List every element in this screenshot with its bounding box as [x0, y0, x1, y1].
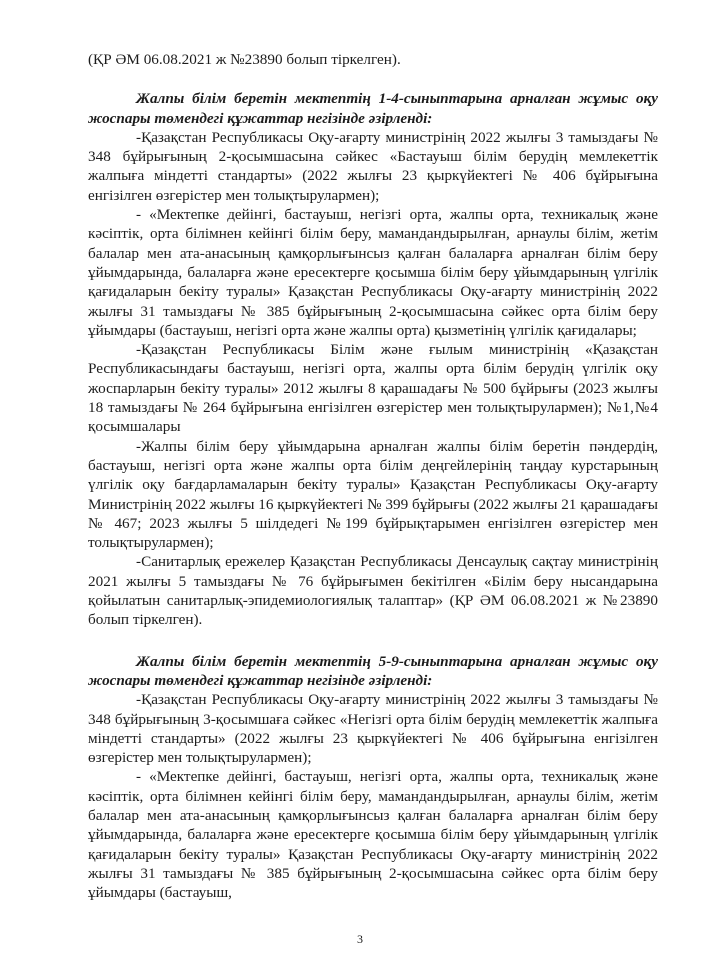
list-bullet: - [136, 553, 142, 571]
item-text: Қазақстан Республикасы Оқу-ағарту министрінің 2022 жылғы 3 тамыздағы № 348 бұйрығының 2-қосымшасына сәйкес «Бастауыш білім берудің мемлекеттік жалпыға міндетті стандарты» (2022 жылғы 23 қыркүйектегі № 406 бұйрығына енгізілген өзгерістер мен толықтырулармен); [88, 128, 658, 204]
list-bullet: - [136, 437, 142, 455]
list-bullet: - [136, 206, 142, 224]
list-bullet: - [136, 128, 142, 146]
section-2-heading: Жалпы білім беретін мектептің 5-9-сыныптарына арналған жұмыс оқу жоспары төмендегі құжаттар негізінде әзірленді: [88, 652, 658, 689]
list-bullet: - [136, 768, 142, 786]
item-text: Қазақстан Республикасы Білім және ғылым министрінің «Қазақстан Республикасындағы бастауыш, негізгі орта, жалпы орта білім берудің үлгілік оқу жоспарларын бекіту туралы» 2012 жылғы 8 қарашадағы № 500 бұйрығы (2023 жылғы 18 тамыздағы № 264 бұйрығына енгізілген өзгерістер мен толықтырулармен); №1,№4 қосымшалары [88, 341, 658, 436]
section-2-item-1 [88, 690, 658, 767]
item-text: «Мектепке дейінгі, бастауыш, негізгі орта, жалпы орта, техникалық және кәсіптік, орта білімнен кейінгі білім беру, мамандандырылған, арнаулы білім, жетім балалар мен ата-анасының қамқорлығынсыз қалған балаларға арналған білім беру ұйымдарында, балаларға және ересектерге қосымша білім беру ұйымдарының үлгілік қағидаларын бекіту туралы» Қазақстан Республикасы Оқу-ағарту министрінің 2022 жылғы 31 тамыздағы № 385 бұйрығының 2-қосымшасына сәйкес орта білім беру ұйымдары (бастауыш, негізгі орта және жалпы орта) қызметінің үлгілік қағидалары; [88, 206, 658, 339]
item-text: Қазақстан Республикасы Оқу-ағарту министрінің 2022 жылғы 3 тамыздағы № 348 бұйрығының 3-қосымшаға сәйкес «Негізгі орта білім берудің мемлекеттік жалпыға міндетті стандарты» (2022 жылғы 23 қыркүйектегі № 406 бұйрығына енгізілген өзгерістер мен толықтырулармен); [88, 691, 658, 767]
section-1-item-2 [88, 205, 658, 340]
item-text: «Мектепке дейінгі, бастауыш, негізгі орта, жалпы орта, техникалық және кәсіптік, орта білімнен кейінгі білім беру, мамандандырылған, арнаулы білім, жетім балалар мен ата-анасының қамқорлығынсыз қалған балаларға арналған білім беру ұйымдарында, балаларға және ересектерге қосымша білім беру ұйымдарының үлгілік қағидаларын бекіту туралы» Қазақстан Республикасы Оқу-ағарту министрінің 2022 жылғы 31 тамыздағы № 385 бұйрығының 2-қосымшасына сәйкес орта білім беру ұйымдары (бастауыш, [88, 768, 658, 902]
section-1-item-1 [88, 128, 658, 205]
section-1-item-3 [88, 340, 658, 436]
section-spacer [88, 630, 658, 652]
list-bullet: - [136, 691, 142, 709]
section-1-heading: Жалпы білім беретін мектептің 1-4-сыныптарына арналған жұмыс оқу жоспары төмендегі құжаттар негізінде әзірленді: [88, 90, 658, 127]
intro-tail-text: (ҚР ӘМ 06.08.2021 ж №23890 болып тіркелген). [88, 51, 401, 68]
page-number: 3 [357, 932, 363, 946]
section-1-item-5 [88, 552, 658, 629]
list-bullet: - [136, 341, 142, 359]
section-1-item-4 [88, 437, 658, 553]
section-2-item-2 [88, 767, 658, 902]
item-text: Санитарлық ережелер Қазақстан Республикасы Денсаулық сақтау министрінің 2021 жылғы 5 тамыздағы № 76 бұйрығымен бекітілген «Білім беру нысандарына қойылатын санитарлық-эпидемиологиялық талаптар» (ҚР ӘМ 06.08.2021 ж №23890 болып тіркелген). [88, 553, 658, 629]
item-text: Жалпы білім беру ұйымдарына арналған жалпы білім беретін пәндердің, бастауыш, негізгі орта және жалпы орта білім деңгейлерінің таңдау курстарының үлгілік оқу бағдарламаларын бекіту туралы» Қазақстан Республикасы Оқу-ағарту Министрінің 2022 жылғы 16 қыркүйектегі № 399 бұйрығы (2022 жылғы 21 қарашадағы № 467; 2023 жылғы 5 шілдедегі №199 бұйрықтарымен енгізілген өзгерістер мен толықтырулармен); [88, 437, 658, 552]
